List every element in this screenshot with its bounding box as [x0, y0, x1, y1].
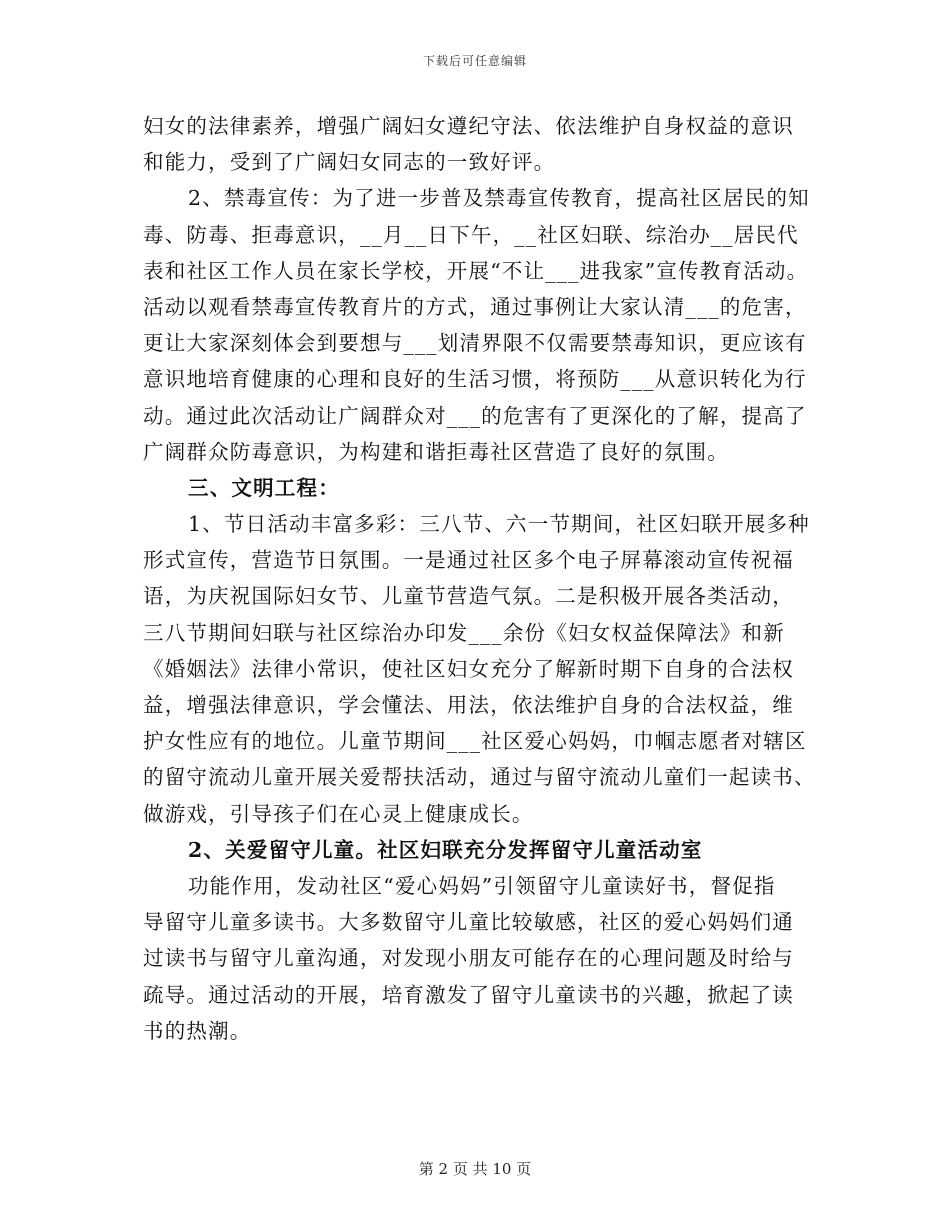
paragraph-line: 功能作用，发动社区“爱心妈妈”引领留守儿童读好书，督促指: [188, 873, 776, 898]
paragraph-line: 2、禁毒宣传：为了进一步普及禁毒宣传教育，提高社区居民的知: [188, 186, 810, 211]
paragraph-line: 书的热潮。: [143, 1018, 252, 1043]
paragraph-line: 和能力，受到了广阔妇女同志的一致好评。: [143, 150, 556, 175]
paragraph-line: 过读书与留守儿童沟通，对发现小朋友可能存在的心理问题及时给与: [143, 946, 794, 971]
section-heading: 三、文明工程：: [188, 475, 340, 500]
paragraph-line: 导留守儿童多读书。大多数留守儿童比较敏感，社区的爱心妈妈们通: [143, 910, 794, 935]
paragraph-line: 护女性应有的地位。儿童节期间___社区爱心妈妈，巾帼志愿者对辖区: [143, 729, 807, 754]
paragraph-line: 1、节日活动丰富多彩：三八节、六一节期间，社区妇联开展多种: [188, 512, 810, 537]
paragraph-line: 的留守流动儿童开展关爱帮扶活动，通过与留守流动儿童们一起读书、: [143, 765, 816, 790]
paragraph-line: 做游戏，引导孩子们在心灵上健康成长。: [143, 801, 534, 826]
paragraph-line: 三八节期间妇联与社区综治办印发___余份《妇女权益保障法》和新: [143, 620, 785, 645]
paragraph-line: 更让大家深刻体会到要想与___划清界限不仅需要禁毒知识，更应该有: [143, 331, 807, 356]
paragraph-line: 语，为庆祝国际妇女节、儿童节营造气氛。二是积极开展各类活动，: [143, 584, 794, 609]
paragraph-line: 形式宣传，营造节日氛围。一是通过社区多个电子屏幕滚动宣传祝福: [143, 548, 794, 573]
paragraph-line: 意识地培育健康的心理和良好的生活习惯，将预防___从意识转化为行: [143, 367, 807, 392]
page-number-footer: 第 2 页 共 10 页: [418, 1160, 532, 1178]
paragraph-line: 《婚姻法》法律小常识，使社区妇女充分了解新时期下自身的合法权: [143, 656, 794, 681]
paragraph-line: 活动以观看禁毒宣传教育片的方式，通过事例让大家认清___的危害，: [143, 294, 807, 319]
page-header: 下载后可任意编辑: [422, 54, 527, 68]
paragraph-line: 动。通过此次活动让广阔群众对___的危害有了更深化的了解，提高了: [143, 403, 807, 428]
paragraph-line: 毒、防毒、拒毒意识，__月__日下午，__社区妇联、综治办__居民代: [143, 222, 799, 247]
document-body: [143, 108, 823, 1049]
paragraph-line: 表和社区工作人员在家长学校，开展“不让___进我家”宣传教育活动。: [143, 258, 809, 283]
paragraph-line: 疏导。通过活动的开展，培育激发了留守儿童读书的兴趣，掀起了读: [143, 982, 794, 1007]
subsection-heading: 2、关爱留守儿童。社区妇联充分发挥留守儿童活动室: [188, 837, 703, 862]
paragraph-line: 广阔群众防毒意识，为构建和谐拒毒社区营造了良好的氛围。: [143, 439, 729, 464]
paragraph-line: 妇女的法律素养，增强广阔妇女遵纪守法、依法维护自身权益的意识: [143, 114, 794, 138]
paragraph-line: 益，增强法律意识，学会懂法、用法，依法维护自身的合法权益，维: [143, 693, 794, 717]
